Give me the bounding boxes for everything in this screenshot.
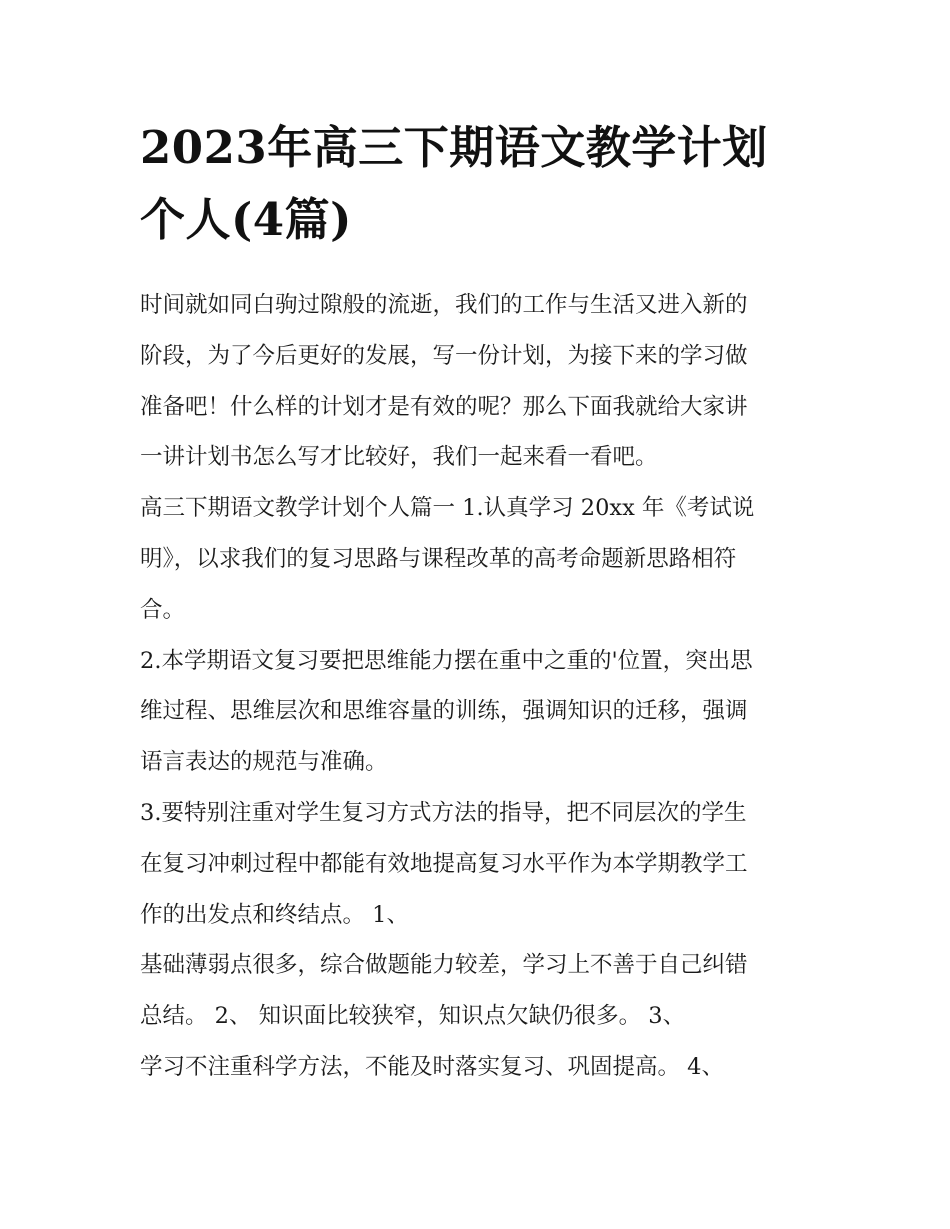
body-line: 总结。 2、 知识面比较狭窄，知识点欠缺仍很多。 3、: [140, 1003, 686, 1030]
body-line: 准备吧！什么样的计划才是有效的呢？那么下面我就给大家讲: [140, 393, 748, 420]
body-line: 2.本学期语文复习要把思维能力摆在重中之重的'位置，突出思: [140, 647, 753, 674]
document-body: [140, 280, 820, 1093]
body-line: 高三下期语文教学计划个人篇一 1.认真学习 20xx 年《考试说: [140, 495, 755, 522]
body-line: 维过程、思维层次和思维容量的训练，强调知识的迁移，强调: [140, 698, 748, 725]
title-line-1: 2023年高三下期语文教学计划: [140, 121, 768, 174]
body-line: 作的出发点和终结点。 1、: [140, 901, 409, 928]
body-line: 阶段，为了今后更好的发展，写一份计划，为接下来的学习做: [140, 342, 748, 369]
body-line: 基础薄弱点很多，综合做题能力较差，学习上不善于自己纠错: [140, 952, 748, 979]
body-line: 明》，以求我们的复习思路与课程改革的高考命题新思路相符: [140, 545, 737, 572]
body-line: 一讲计划书怎么写才比较好，我们一起来看一看吧。: [140, 444, 658, 471]
title-line-2: 个人(4篇): [140, 193, 352, 246]
body-line: 时间就如同白驹过隙般的流逝，我们的工作与生活又进入新的: [140, 292, 748, 318]
body-line: 合。: [140, 596, 186, 623]
body-line: 在复习冲刺过程中都能有效地提高复习水平作为本学期教学工: [140, 850, 748, 877]
body-line: 语言表达的规范与准确。: [140, 749, 388, 776]
document-title: [140, 112, 820, 256]
body-line: 3.要特别注重对学生复习方式方法的指导，把不同层次的学生: [140, 799, 747, 826]
body-line: 学习不注重科学方法，不能及时落实复习、巩固提高。 4、: [140, 1053, 724, 1080]
